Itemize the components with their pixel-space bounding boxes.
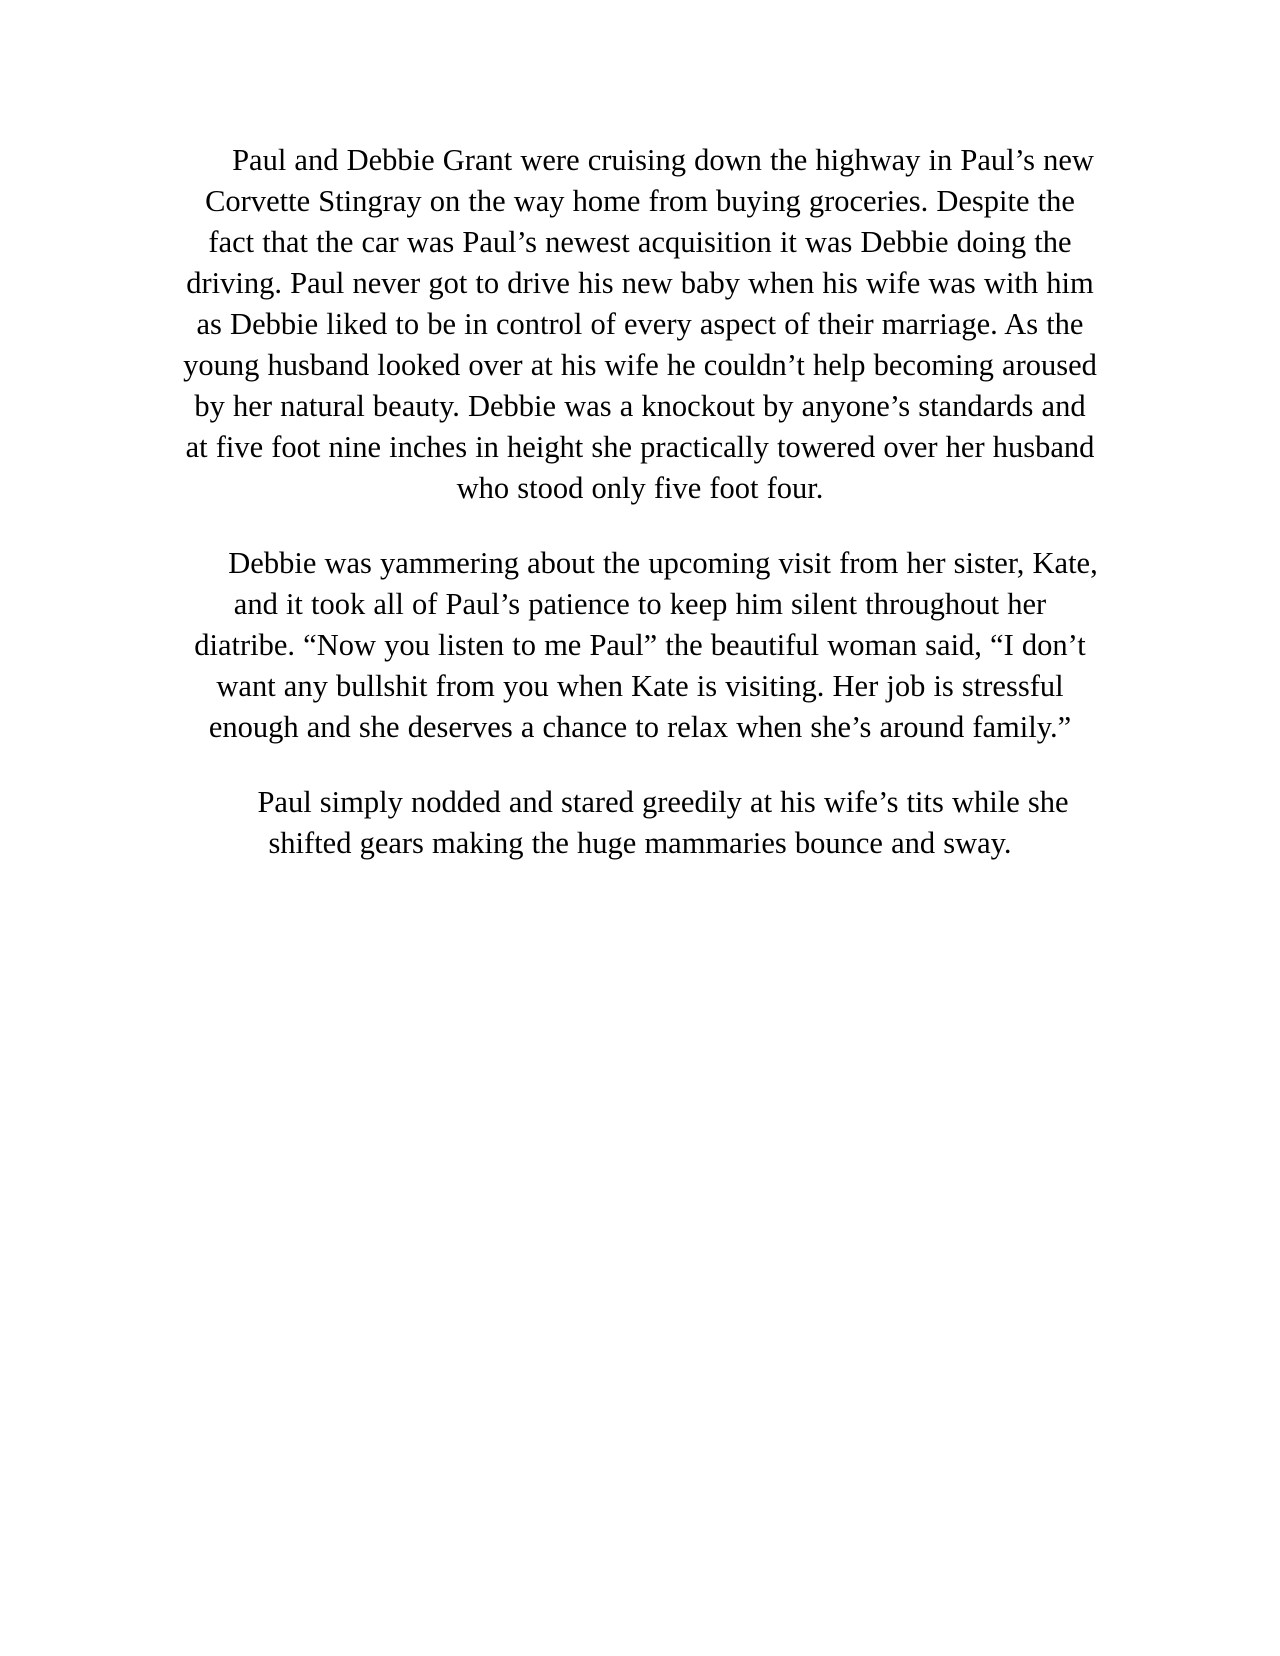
paragraph: Paul simply nodded and stared greedily at his wife’s tits while she shifted gears making the huge mammaries bounce and sway. xyxy=(257,785,1069,861)
paragraph: Paul and Debbie Grant were cruising down the highway in Paul’s new Corvette Stingray on the way home from buying groceries. Despite the fact that the car was Paul’s newest acquisition it was Debbie doing the driving. Paul never got to drive his new baby when his wife was with him as Debbie liked to be in control of every aspect of their marriage. As the young husband looked over at his wife he couldn’t help becoming aroused by her natural beauty. Debbie was a knockout by anyone’s standards and at five foot nine inches in height she practically towered over her husband who stood only five foot four. xyxy=(183,143,1097,506)
paragraph: Debbie was yammering about the upcoming visit from her sister, Kate, and it took all of Paul’s patience to keep him silent throughout her diatribe. “Now you listen to me Paul” the beautiful woman said, “I don’t want any bullshit from you when Kate is visiting. Her job is stressful enough and she deserves a chance to relax when she’s around family.” xyxy=(194,546,1098,745)
document-body xyxy=(182,140,1098,864)
